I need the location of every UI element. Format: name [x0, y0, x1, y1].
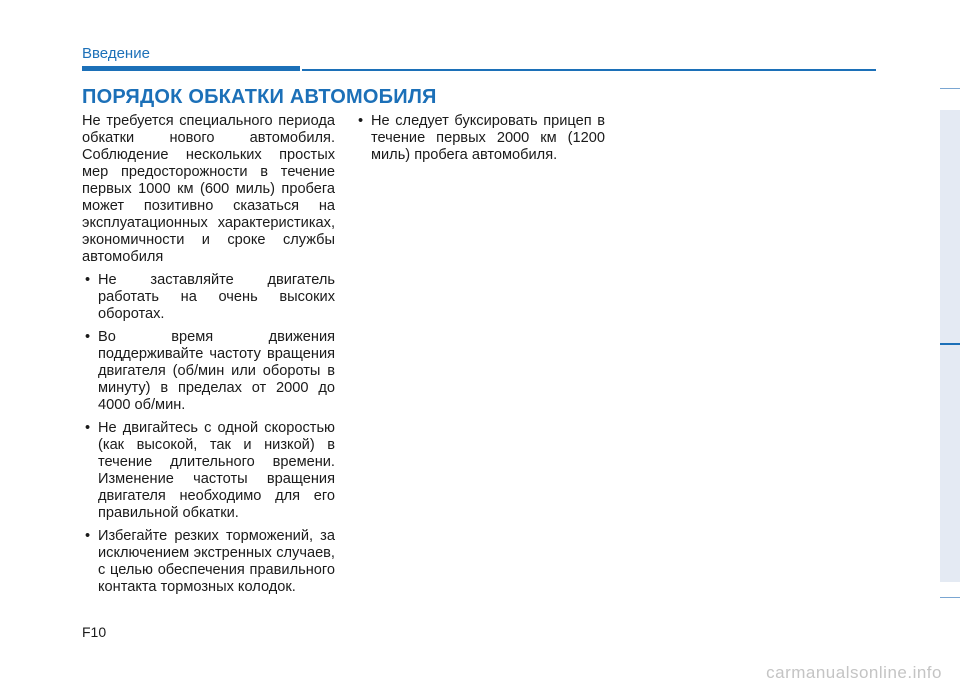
left-column [82, 113, 335, 596]
intro-paragraph: Не требуется специального периода обкатки нового автомобиля. Соблюдение нескольких простых мер предосторожности в течение первых 1000 км (600 миль) пробега может позитивно сказаться на эксплуатационных характеристиках, экономичности и сроке службы автомобиля [82, 113, 335, 265]
list-item-text: Во время движения поддерживайте частоту вращения двигателя (об/мин или обороты в минуту) в пределах от 2000 до 4000 об/мин. [98, 329, 335, 413]
list-item-text: Не двигайтесь с одной скоростью (как высокой, так и низкой) в течение длительного времени. Изменение частоты вращения двигателя необходимо для его правильной обкатки. [98, 420, 335, 521]
bullet-icon: • [85, 329, 91, 345]
bullet-icon: • [85, 420, 91, 436]
left-bullet-list [82, 272, 335, 596]
watermark: carmanualsonline.info [766, 663, 942, 682]
bullet-icon: • [85, 272, 91, 288]
side-tick-top [940, 88, 960, 89]
side-tick-bottom [940, 597, 960, 598]
bullet-icon: • [85, 528, 91, 544]
list-item-text: Не заставляйте двигатель работать на очень высоких оборотах. [98, 272, 335, 322]
header-rule-thick [82, 66, 300, 71]
list-item [82, 272, 335, 323]
page-number: F10 [82, 624, 107, 640]
right-column [355, 113, 605, 164]
page-title: ПОРЯДОК ОБКАТКИ АВТОМОБИЛЯ [82, 86, 437, 108]
header-rule-thin [302, 69, 876, 71]
side-tick-middle [940, 343, 960, 345]
side-band [940, 110, 960, 582]
list-item [82, 528, 335, 596]
list-item [355, 113, 605, 164]
list-item [82, 420, 335, 522]
list-item-text: Не следует буксировать прицеп в течение первых 2000 км (1200 миль) пробега автомобиля. [371, 113, 605, 163]
list-item-text: Избегайте резких торможений, за исключением экстренных случаев, с целью обеспечения правильного контакта тормозных колодок. [98, 528, 335, 595]
section-label: Введение [82, 45, 150, 62]
right-bullet-list [355, 113, 605, 164]
list-item [82, 329, 335, 414]
bullet-icon: • [358, 113, 364, 129]
